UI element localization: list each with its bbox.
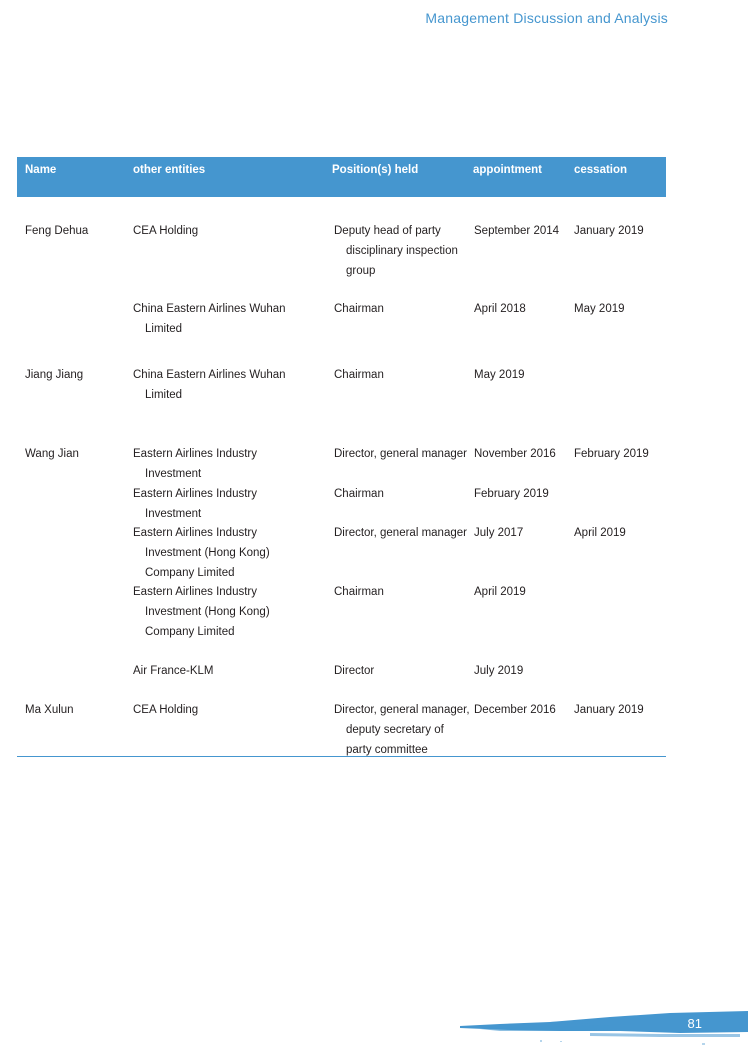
cell-position (334, 484, 472, 504)
cell-line: Eastern Airlines Industry (133, 488, 258, 500)
cell-text: April 2019 (474, 586, 526, 598)
cell-line: Investment (145, 508, 202, 520)
cell-appointment (474, 582, 572, 602)
cell-cessation (574, 700, 666, 720)
cell-line: Eastern Airlines Industry (133, 586, 258, 598)
cell-text: May 2019 (574, 303, 625, 315)
cell-line: deputy secretary of (346, 724, 444, 736)
cell-entity (133, 523, 328, 583)
cell-line: Director, general manager (334, 527, 467, 539)
cell-line: Company Limited (145, 626, 235, 638)
cell-line: Chairman (334, 303, 384, 315)
page-number: 81 (687, 1016, 702, 1031)
cell-appointment (474, 299, 572, 319)
cell-name (25, 700, 125, 720)
cell-line: party committee (346, 744, 428, 756)
cell-position (334, 661, 472, 681)
cell-position (334, 444, 472, 464)
cell-appointment (474, 700, 572, 720)
cell-text: December 2016 (474, 704, 556, 716)
cell-line: Deputy head of party (334, 225, 441, 237)
cell-position (334, 299, 472, 319)
cell-appointment (474, 444, 572, 464)
cell-line: Director (334, 665, 375, 677)
page-header-title: Management Discussion and Analysis (425, 10, 668, 26)
cell-text: November 2016 (474, 448, 556, 460)
cell-text: February 2019 (474, 488, 549, 500)
cell-line: Director, general manager (334, 448, 467, 460)
cell-line: China Eastern Airlines Wuhan (133, 369, 286, 381)
cell-cessation (574, 523, 666, 543)
cell-text: April 2019 (574, 527, 626, 539)
cell-entity (133, 700, 328, 720)
table-header (17, 157, 666, 197)
cell-line: China Eastern Airlines Wuhan (133, 303, 286, 315)
cell-line: Director, general manager, (334, 704, 470, 716)
col-header-cessation: cessation (574, 164, 628, 176)
cell-entity (133, 661, 328, 681)
cell-appointment (474, 523, 572, 543)
cell-text: Ma Xulun (25, 704, 74, 716)
cell-text: Wang Jian (25, 448, 79, 460)
cell-name (25, 221, 125, 241)
cell-entity (133, 484, 328, 524)
cell-text: April 2018 (474, 303, 526, 315)
col-header-entities: other entities (133, 164, 206, 176)
cell-text: September 2014 (474, 225, 560, 237)
cell-line: disciplinary inspection (346, 245, 458, 257)
cell-line: Investment (145, 468, 202, 480)
cell-line: Company Limited (145, 567, 235, 579)
cell-line: Air France-KLM (133, 665, 214, 677)
cell-position (334, 582, 472, 602)
cell-line: Chairman (334, 586, 384, 598)
cell-position (334, 221, 472, 281)
col-header-positions: Position(s) held (332, 164, 419, 176)
cell-text: May 2019 (474, 369, 525, 381)
cell-line: Eastern Airlines Industry (133, 448, 258, 460)
cell-appointment (474, 484, 572, 504)
col-header-appointment: appointment (473, 164, 542, 176)
cell-line: Investment (Hong Kong) (145, 606, 270, 618)
cell-line: Limited (145, 389, 183, 401)
cell-text: February 2019 (574, 448, 649, 460)
cell-cessation (574, 444, 666, 464)
cell-line: Investment (Hong Kong) (145, 547, 270, 559)
table-bottom-rule (17, 756, 666, 757)
cell-appointment (474, 661, 572, 681)
cell-text: July 2017 (474, 527, 524, 539)
cell-entity (133, 299, 328, 339)
cell-text: Jiang Jiang (25, 369, 84, 381)
cell-name (25, 365, 125, 385)
cell-appointment (474, 365, 572, 385)
col-header-name: Name (25, 164, 57, 176)
cell-line: CEA Holding (133, 704, 199, 716)
cell-name (25, 444, 125, 464)
cell-appointment (474, 221, 572, 241)
cell-entity (133, 582, 328, 642)
cell-text: July 2019 (474, 665, 524, 677)
cell-line: group (346, 265, 376, 277)
cell-line: Limited (145, 323, 183, 335)
cell-position (334, 523, 472, 543)
cell-text: January 2019 (574, 704, 644, 716)
cell-entity (133, 221, 328, 241)
cell-cessation (574, 221, 666, 241)
cell-line: CEA Holding (133, 225, 199, 237)
cell-entity (133, 365, 328, 405)
cell-position (334, 700, 472, 760)
cell-entity (133, 444, 328, 484)
cell-text: January 2019 (574, 225, 644, 237)
cell-line: Chairman (334, 488, 384, 500)
cell-line: Chairman (334, 369, 384, 381)
cell-cessation (574, 299, 666, 319)
cell-line: Eastern Airlines Industry (133, 527, 258, 539)
cell-position (334, 365, 472, 385)
cell-text: Feng Dehua (25, 225, 89, 237)
